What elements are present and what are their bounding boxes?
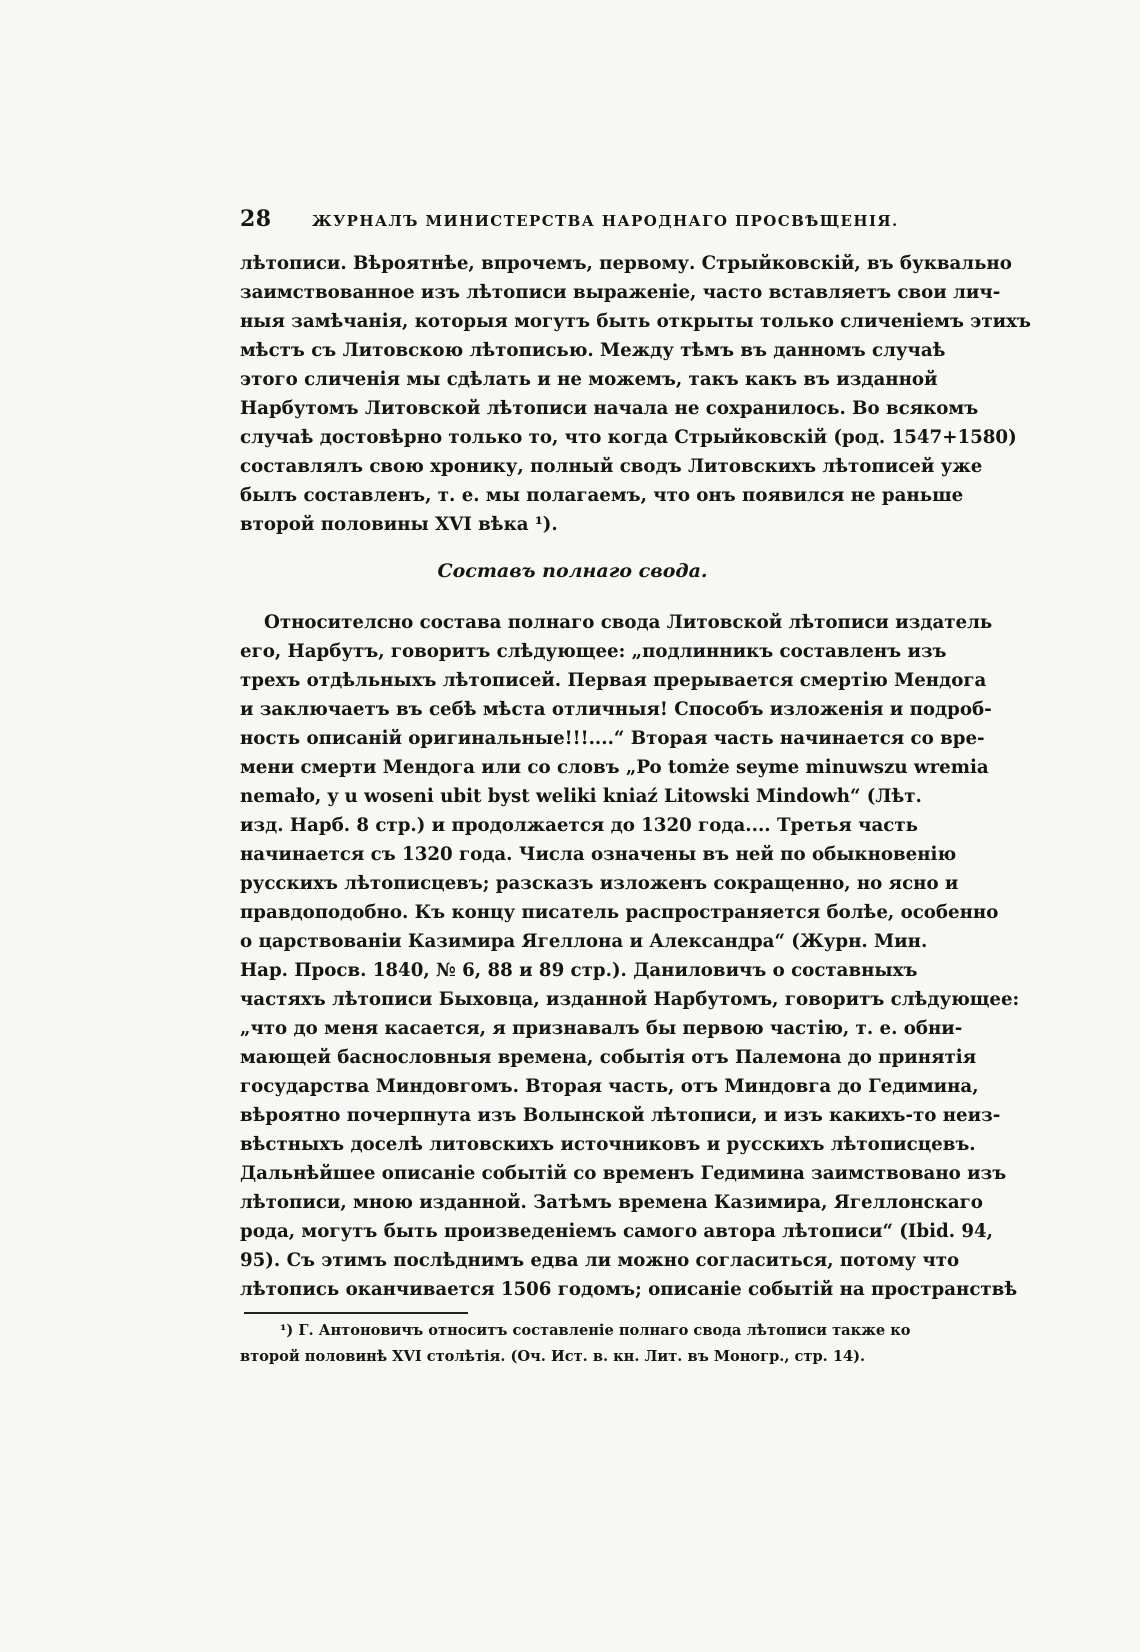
text-line: частяхъ лѣтописи Быховца, изданной Нарбутомъ, говоритъ слѣдующее: (240, 989, 1020, 1010)
text-line: мени смерти Мендога или со словъ „Po tomże seyme minuwszu wremia (240, 757, 989, 778)
text-line: Нар. Просв. 1840, № 6, 88 и 89 стр.). Даниловичъ о составныхъ (240, 960, 918, 981)
text-line: Относителсно состава полнаго свода Литовской лѣтописи издатель (264, 612, 993, 633)
text-line: составлялъ свою хронику, полный сводъ Литовскихъ лѣтописей уже (240, 456, 983, 477)
text-line: рода, могутъ быть произведеніемъ самого автора лѣтописи“ (Ibid. 94, (240, 1221, 994, 1242)
text-line: этого сличенія мы сдѣлать и не можемъ, такъ какъ въ изданной (240, 369, 938, 390)
text-line: мѣстъ съ Литовскою лѣтописью. Между тѣмъ въ данномъ случаѣ (240, 340, 946, 361)
text-line: вѣроятно почерпнута изъ Волынской лѣтописи, и изъ какихъ-то неиз- (240, 1105, 1001, 1126)
text-line: второй половины XVI вѣка ¹). (240, 514, 558, 535)
journal-title: ЖУРНАЛЪ МИНИСТЕРСТВА НАРОДНАГО ПРОСВѢЩЕНІЯ. (312, 212, 899, 230)
footnote (240, 1318, 911, 1370)
text-line: лѣтописи, мною изданной. Затѣмъ времена Казимира, Ягеллонскаго (240, 1192, 983, 1213)
text-line: ность описаній оригинальные!!!....“ Вторая часть начинается со вре- (240, 728, 985, 749)
paragraph-composition (240, 608, 1020, 1304)
text-line: случаѣ достовѣрно только то, что когда Стрыйковскій (род. 1547+1580) (240, 427, 1017, 448)
paragraph-continued (240, 249, 1031, 539)
text-line: государства Миндовгомъ. Вторая часть, отъ Миндовга до Гедимина, (240, 1076, 979, 1097)
text-line: Дальнѣйшее описаніе событій со временъ Гедимина заимствовано изъ (240, 1163, 1007, 1184)
page-number: 28 (240, 206, 272, 232)
text-line: ныя замѣчанія, которыя могутъ быть открыты только сличеніемъ этихъ (240, 311, 1031, 332)
text-line: вѣстныхъ доселѣ литовскихъ источниковъ и русскихъ лѣтописцевъ. (240, 1134, 976, 1155)
text-line: начинается съ 1320 года. Числа означены въ ней по обыкновенію (240, 844, 957, 865)
text-line: лѣтопись оканчивается 1506 годомъ; описаніе событій на пространствѣ (240, 1279, 1018, 1300)
text-line: мающей баснословныя времена, событія отъ Палемона до принятія (240, 1047, 977, 1068)
text-line: былъ составленъ, т. е. мы полагаемъ, что онъ появился не раньше (240, 485, 964, 506)
text-line: правдоподобно. Къ концу писатель распространяется болѣе, особенно (240, 902, 999, 923)
footnote-line: ¹) Г. Антоновичъ относитъ составленіе полнаго свода лѣтописи также ко (280, 1322, 911, 1339)
footnote-rule (244, 1312, 468, 1314)
text-line: 95). Съ этимъ послѣднимъ едва ли можно согласиться, потому что (240, 1250, 960, 1271)
text-line: и заключаетъ въ себѣ мѣста отличныя! Способъ изложенія и подроб- (240, 699, 992, 720)
text-line: о царствованіи Казимира Ягеллона и Александра“ (Журн. Мин. (240, 931, 928, 952)
text-line: заимствованное изъ лѣтописи выраженіе, часто вставляетъ свои лич- (240, 282, 1001, 303)
text-line: трехъ отдѣльныхъ лѣтописей. Первая прерывается смертію Мендога (240, 670, 987, 691)
text-line: его, Нарбутъ, говоритъ слѣдующее: „подлинникъ составленъ изъ (240, 641, 947, 662)
text-line: nemało, y u woseni ubit byst weliki kniaź Litowski Mindowh“ (Лѣт. (240, 786, 922, 807)
text-line: Нарбутомъ Литовской лѣтописи начала не сохранилось. Во всякомъ (240, 398, 979, 419)
footnote-line: второй половинѣ XVI столѣтія. (Оч. Ист. в. кн. Лит. въ Моногр., стр. 14). (240, 1348, 866, 1365)
text-line: „что до меня касается, я признавалъ бы первою частію, т. е. обни- (240, 1018, 963, 1039)
text-line: лѣтописи. Вѣроятнѣе, впрочемъ, первому. Стрыйковскій, въ буквально (240, 253, 1012, 274)
text-line: русскихъ лѣтописцевъ; разсказъ изложенъ сокращенно, но ясно и (240, 873, 959, 894)
running-head (240, 206, 900, 236)
section-heading: Составъ полнаго свода. (437, 560, 708, 582)
text-line: изд. Нарб. 8 стр.) и продолжается до 1320 года.... Третья часть (240, 815, 918, 836)
